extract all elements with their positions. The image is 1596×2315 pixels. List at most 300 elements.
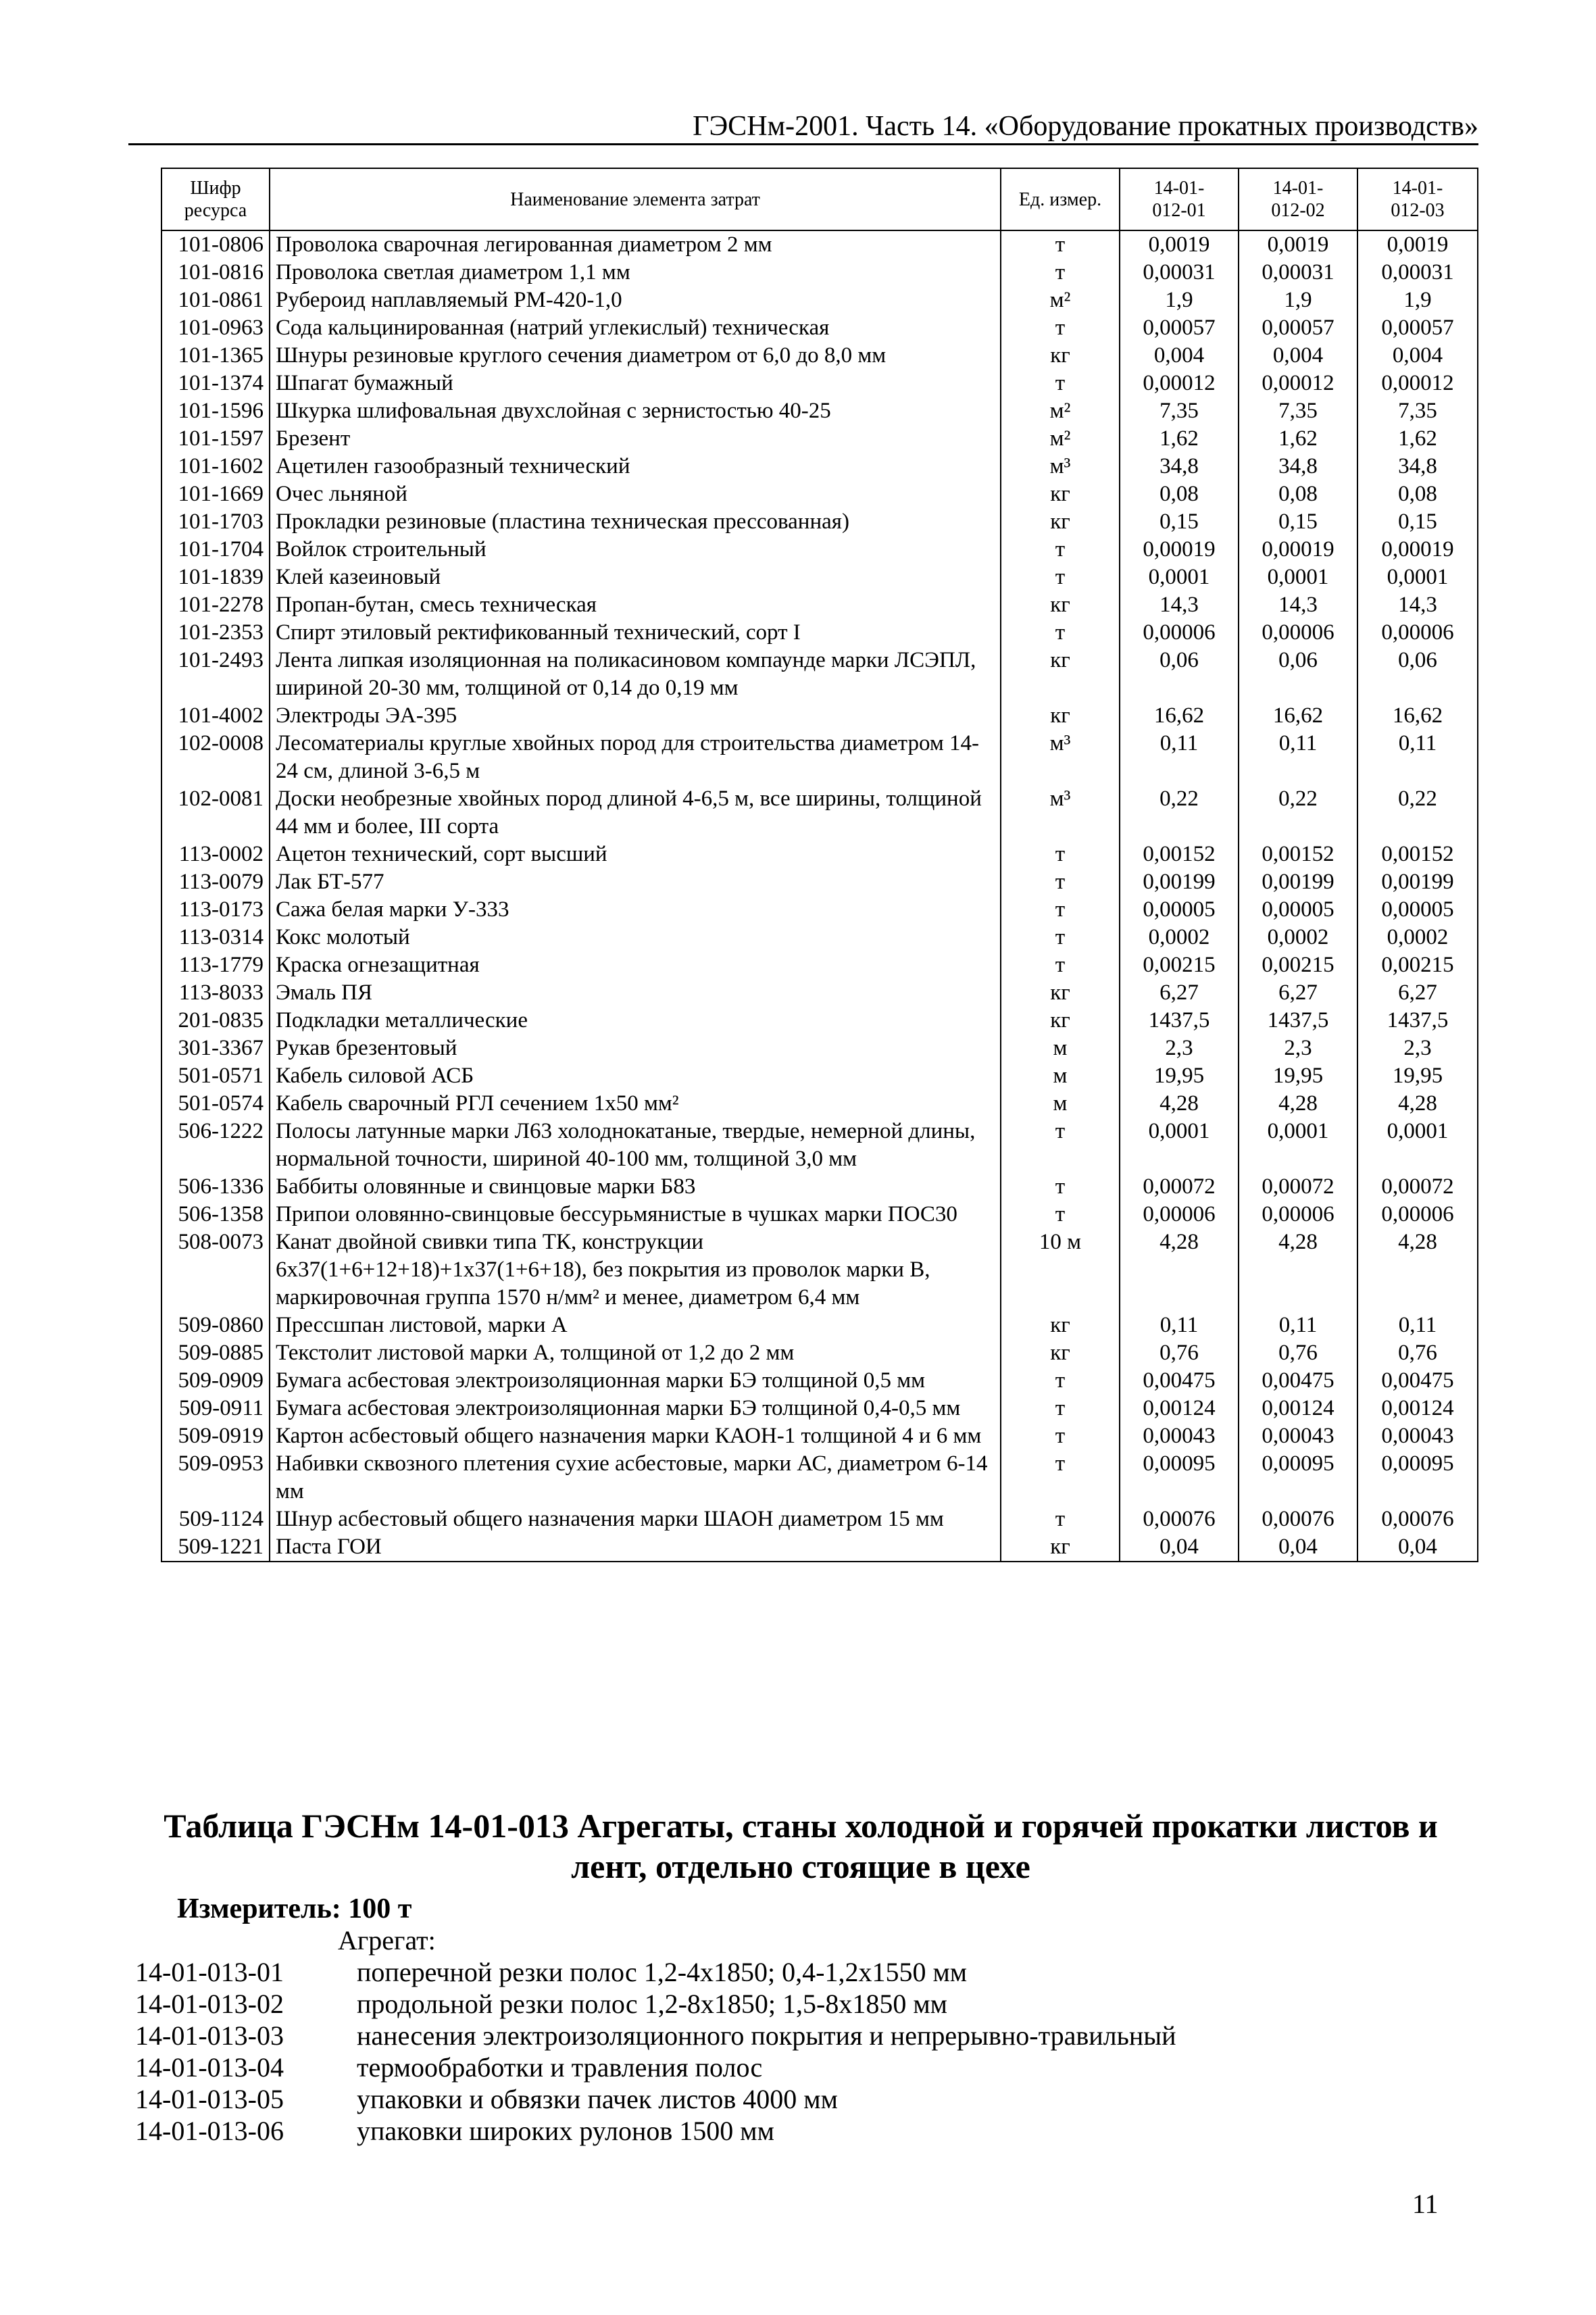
row-unit: кг — [1001, 1533, 1120, 1562]
item-code: 14-01-013-03 — [135, 2020, 284, 2051]
row-code: 102-0081 — [161, 785, 270, 841]
row-value-2: 0,0001 — [1239, 1118, 1357, 1173]
table-row — [161, 647, 1478, 702]
aggregate-label: Агрегат: — [338, 1925, 436, 1956]
row-value-1: 0,00124 — [1120, 1395, 1239, 1422]
row-unit: кг — [1001, 591, 1120, 619]
row-value-3: 7,35 — [1357, 397, 1478, 425]
row-value-2: 0,04 — [1239, 1533, 1357, 1562]
row-value-1: 0,00031 — [1120, 259, 1239, 287]
row-code: 508-0073 — [161, 1228, 270, 1312]
page-header: ГЭСНм-2001. Часть 14. «Оборудование прокатных производств» — [693, 111, 1478, 142]
row-code: 506-1222 — [161, 1118, 270, 1173]
row-unit: т — [1001, 259, 1120, 287]
item-description: продольной резки полос 1,2-8х1850; 1,5-8х1850 мм — [357, 1989, 947, 2019]
row-code: 509-1221 — [161, 1533, 270, 1562]
row-unit: т — [1001, 1173, 1120, 1201]
row-value-2: 0,0002 — [1239, 924, 1357, 951]
table-row — [161, 1173, 1478, 1201]
row-code: 509-1124 — [161, 1505, 270, 1533]
row-value-3: 0,00012 — [1357, 370, 1478, 397]
list-item — [135, 1988, 1419, 2020]
table-row — [161, 1395, 1478, 1422]
row-code: 113-1779 — [161, 951, 270, 979]
row-code: 101-0806 — [161, 230, 270, 259]
row-value-2: 0,00043 — [1239, 1422, 1357, 1450]
row-unit: т — [1001, 1367, 1120, 1395]
row-value-1: 0,00012 — [1120, 370, 1239, 397]
row-unit: т — [1001, 536, 1120, 564]
item-description: упаковки широких рулонов 1500 мм — [357, 2116, 774, 2146]
table-row — [161, 480, 1478, 508]
row-name: Ацетон технический, сорт высший — [270, 841, 1001, 868]
row-name: Рубероид наплавляемый РМ-420-1,0 — [270, 287, 1001, 314]
row-value-2: 0,00012 — [1239, 370, 1357, 397]
row-value-2: 0,00031 — [1239, 259, 1357, 287]
row-name: Шнуры резиновые круглого сечения диаметром от 6,0 до 8,0 мм — [270, 342, 1001, 370]
row-name: Очес льняной — [270, 480, 1001, 508]
row-value-1: 0,004 — [1120, 342, 1239, 370]
row-value-2: 0,00072 — [1239, 1173, 1357, 1201]
row-name: Кабель силовой АСБ — [270, 1062, 1001, 1090]
row-name: Шнур асбестовый общего назначения марки ШАОН диаметром 15 мм — [270, 1505, 1001, 1533]
row-unit: м² — [1001, 425, 1120, 453]
row-value-2: 0,11 — [1239, 1312, 1357, 1339]
row-value-1: 0,06 — [1120, 647, 1239, 702]
table-row — [161, 1007, 1478, 1035]
row-name: Бумага асбестовая электроизоляционная марки БЭ толщиной 0,5 мм — [270, 1367, 1001, 1395]
row-value-1: 0,00199 — [1120, 868, 1239, 896]
row-name: Набивки сквозного плетения сухие асбестовые, марки АС, диаметром 6-14 мм — [270, 1450, 1001, 1505]
row-code: 113-0173 — [161, 896, 270, 924]
table-row — [161, 730, 1478, 785]
row-value-2: 0,00057 — [1239, 314, 1357, 342]
row-value-1: 0,00057 — [1120, 314, 1239, 342]
row-name: Прокладки резиновые (пластина техническая прессованная) — [270, 508, 1001, 536]
item-description: нанесения электроизоляционного покрытия и непрерывно-травильный — [357, 2020, 1176, 2051]
row-value-1: 0,76 — [1120, 1339, 1239, 1367]
item-code: 14-01-013-02 — [135, 1989, 284, 2019]
row-name: Подкладки металлические — [270, 1007, 1001, 1035]
row-unit: м³ — [1001, 730, 1120, 785]
row-name: Прессшпан листовой, марки А — [270, 1312, 1001, 1339]
measure-label: Измеритель: 100 т — [177, 1893, 412, 1924]
row-value-3: 0,0001 — [1357, 1118, 1478, 1173]
row-name: Лак БТ-577 — [270, 868, 1001, 896]
row-value-3: 0,00475 — [1357, 1367, 1478, 1395]
codes-list — [135, 1956, 1419, 2147]
row-value-1: 0,04 — [1120, 1533, 1239, 1562]
header-name: Наименование элемента затрат — [270, 168, 1001, 230]
row-unit: т — [1001, 1118, 1120, 1173]
table-row — [161, 1533, 1478, 1562]
row-value-2: 2,3 — [1239, 1035, 1357, 1062]
row-name: Бумага асбестовая электроизоляционная марки БЭ толщиной 0,4-0,5 мм — [270, 1395, 1001, 1422]
row-unit: м³ — [1001, 785, 1120, 841]
table-body — [161, 230, 1478, 1562]
row-value-2: 0,00006 — [1239, 619, 1357, 647]
table-row — [161, 896, 1478, 924]
row-unit: кг — [1001, 647, 1120, 702]
header-col2: 14-01- 012-02 — [1239, 168, 1357, 230]
item-description: поперечной резки полос 1,2-4х1850; 0,4-1,2х1550 мм — [357, 1957, 968, 1987]
row-value-1: 6,27 — [1120, 979, 1239, 1007]
section-title-line2: лент, отдельно стоящие в цехе — [571, 1847, 1030, 1885]
row-name: Лесоматериалы круглые хвойных пород для строительства диаметром 14-24 см, длиной 3-6,5 м — [270, 730, 1001, 785]
row-code: 509-0911 — [161, 1395, 270, 1422]
row-name: Войлок строительный — [270, 536, 1001, 564]
row-value-1: 0,00019 — [1120, 536, 1239, 564]
table-row — [161, 370, 1478, 397]
item-description: упаковки и обвязки пачек листов 4000 мм — [357, 2084, 838, 2114]
table-row — [161, 1118, 1478, 1173]
row-value-1: 0,00095 — [1120, 1450, 1239, 1505]
row-unit: м³ — [1001, 453, 1120, 480]
row-value-1: 0,00006 — [1120, 1201, 1239, 1228]
row-value-3: 0,004 — [1357, 342, 1478, 370]
row-code: 101-1374 — [161, 370, 270, 397]
row-value-3: 1,9 — [1357, 287, 1478, 314]
table-row — [161, 951, 1478, 979]
row-unit: м² — [1001, 287, 1120, 314]
header-col3: 14-01- 012-03 — [1357, 168, 1478, 230]
row-code: 101-2278 — [161, 591, 270, 619]
row-code: 506-1336 — [161, 1173, 270, 1201]
row-value-3: 0,00006 — [1357, 619, 1478, 647]
table-header-row — [161, 168, 1478, 230]
row-value-2: 16,62 — [1239, 702, 1357, 730]
list-item — [135, 2083, 1419, 2115]
table-row — [161, 342, 1478, 370]
row-value-2: 0,00475 — [1239, 1367, 1357, 1395]
row-code: 102-0008 — [161, 730, 270, 785]
item-code: 14-01-013-05 — [135, 2084, 284, 2114]
row-value-2: 14,3 — [1239, 591, 1357, 619]
row-name: Краска огнезащитная — [270, 951, 1001, 979]
row-value-1: 0,00043 — [1120, 1422, 1239, 1450]
table-row — [161, 397, 1478, 425]
list-item — [135, 2051, 1419, 2083]
table-row — [161, 841, 1478, 868]
row-name: Припои оловянно-свинцовые бессурьмянистые в чушках марки ПОС30 — [270, 1201, 1001, 1228]
row-value-2: 7,35 — [1239, 397, 1357, 425]
row-unit: кг — [1001, 508, 1120, 536]
row-value-2: 0,11 — [1239, 730, 1357, 785]
row-value-3: 0,00072 — [1357, 1173, 1478, 1201]
row-name: Спирт этиловый ректификованный технический, сорт I — [270, 619, 1001, 647]
row-value-3: 0,22 — [1357, 785, 1478, 841]
row-value-2: 1,9 — [1239, 287, 1357, 314]
row-value-3: 0,08 — [1357, 480, 1478, 508]
row-unit: м — [1001, 1090, 1120, 1118]
row-value-3: 0,06 — [1357, 647, 1478, 702]
list-item — [135, 2115, 1419, 2147]
row-value-3: 0,00043 — [1357, 1422, 1478, 1450]
row-value-2: 0,00215 — [1239, 951, 1357, 979]
row-value-2: 0,00076 — [1239, 1505, 1357, 1533]
row-value-1: 0,00005 — [1120, 896, 1239, 924]
row-value-2: 4,28 — [1239, 1090, 1357, 1118]
row-unit: кг — [1001, 342, 1120, 370]
row-name: Баббиты оловянные и свинцовые марки Б83 — [270, 1173, 1001, 1201]
row-value-2: 19,95 — [1239, 1062, 1357, 1090]
row-value-3: 16,62 — [1357, 702, 1478, 730]
row-value-2: 4,28 — [1239, 1228, 1357, 1312]
header-rule — [128, 143, 1478, 145]
row-value-2: 6,27 — [1239, 979, 1357, 1007]
row-value-2: 0,00019 — [1239, 536, 1357, 564]
row-unit: т — [1001, 1450, 1120, 1505]
table-row — [161, 425, 1478, 453]
row-value-1: 7,35 — [1120, 397, 1239, 425]
row-value-2: 1437,5 — [1239, 1007, 1357, 1035]
section-title-line1: Таблица ГЭСНм 14-01-013 Агрегаты, станы холодной и горячей прокатки листов и — [164, 1807, 1438, 1845]
row-value-3: 0,00199 — [1357, 868, 1478, 896]
row-value-3: 4,28 — [1357, 1090, 1478, 1118]
table-row — [161, 868, 1478, 896]
row-code: 509-0953 — [161, 1450, 270, 1505]
row-value-3: 0,00124 — [1357, 1395, 1478, 1422]
row-value-2: 0,004 — [1239, 342, 1357, 370]
table-row — [161, 1228, 1478, 1312]
header-col1: 14-01- 012-01 — [1120, 168, 1239, 230]
item-description: термообработки и травления полос — [357, 2052, 763, 2083]
row-code: 509-0860 — [161, 1312, 270, 1339]
row-value-3: 0,0019 — [1357, 230, 1478, 259]
row-code: 201-0835 — [161, 1007, 270, 1035]
row-unit: кг — [1001, 979, 1120, 1007]
row-code: 101-1839 — [161, 564, 270, 591]
row-value-3: 0,0002 — [1357, 924, 1478, 951]
row-value-1: 0,22 — [1120, 785, 1239, 841]
resources-table — [161, 168, 1478, 1562]
row-value-1: 0,00215 — [1120, 951, 1239, 979]
row-code: 509-0885 — [161, 1339, 270, 1367]
table-row — [161, 508, 1478, 536]
row-code: 506-1358 — [161, 1201, 270, 1228]
table-row — [161, 453, 1478, 480]
row-value-1: 4,28 — [1120, 1090, 1239, 1118]
row-value-2: 0,0001 — [1239, 564, 1357, 591]
row-value-1: 19,95 — [1120, 1062, 1239, 1090]
row-name: Ацетилен газообразный технический — [270, 453, 1001, 480]
row-code: 101-0861 — [161, 287, 270, 314]
row-value-3: 0,00019 — [1357, 536, 1478, 564]
table-row — [161, 1035, 1478, 1062]
row-value-2: 0,15 — [1239, 508, 1357, 536]
row-value-3: 6,27 — [1357, 979, 1478, 1007]
row-value-2: 0,08 — [1239, 480, 1357, 508]
table-row — [161, 924, 1478, 951]
section-title — [101, 1806, 1500, 1887]
row-unit: м — [1001, 1062, 1120, 1090]
row-value-2: 0,00095 — [1239, 1450, 1357, 1505]
row-code: 101-4002 — [161, 702, 270, 730]
row-unit: т — [1001, 1422, 1120, 1450]
table-row — [161, 591, 1478, 619]
row-code: 113-0002 — [161, 841, 270, 868]
row-code: 113-0314 — [161, 924, 270, 951]
header-code: Шифр ресурса — [161, 168, 270, 230]
row-name: Текстолит листовой марки А, толщиной от 1,2 до 2 мм — [270, 1339, 1001, 1367]
row-unit: т — [1001, 1395, 1120, 1422]
table-row — [161, 1312, 1478, 1339]
item-code: 14-01-013-01 — [135, 1957, 284, 1987]
table-row — [161, 1062, 1478, 1090]
row-value-1: 1437,5 — [1120, 1007, 1239, 1035]
row-code: 113-0079 — [161, 868, 270, 896]
row-name: Лента липкая изоляционная на поликасиновом компаунде марки ЛСЭПЛ, шириной 20-30 мм, толщиной от 0,14 до 0,19 мм — [270, 647, 1001, 702]
row-name: Шкурка шлифовальная двухслойная с зернистостью 40-25 — [270, 397, 1001, 425]
row-value-3: 0,04 — [1357, 1533, 1478, 1562]
row-value-2: 0,00124 — [1239, 1395, 1357, 1422]
row-unit: т — [1001, 951, 1120, 979]
table-row — [161, 287, 1478, 314]
row-unit: т — [1001, 564, 1120, 591]
row-value-1: 16,62 — [1120, 702, 1239, 730]
row-name: Проволока сварочная легированная диаметром 2 мм — [270, 230, 1001, 259]
row-value-1: 0,0001 — [1120, 1118, 1239, 1173]
row-name: Картон асбестовый общего назначения марки КАОН-1 толщиной 4 и 6 мм — [270, 1422, 1001, 1450]
row-code: 101-1597 — [161, 425, 270, 453]
row-value-2: 0,00199 — [1239, 868, 1357, 896]
row-name: Доски необрезные хвойных пород длиной 4-6,5 м, все ширины, толщиной 44 мм и более, III сорта — [270, 785, 1001, 841]
row-value-1: 0,0002 — [1120, 924, 1239, 951]
row-name: Эмаль ПЯ — [270, 979, 1001, 1007]
row-value-3: 14,3 — [1357, 591, 1478, 619]
row-value-1: 0,08 — [1120, 480, 1239, 508]
row-unit: т — [1001, 868, 1120, 896]
row-value-3: 34,8 — [1357, 453, 1478, 480]
table-row — [161, 564, 1478, 591]
row-code: 101-0816 — [161, 259, 270, 287]
table-row — [161, 536, 1478, 564]
table-row — [161, 1367, 1478, 1395]
table-row — [161, 785, 1478, 841]
row-value-2: 0,00152 — [1239, 841, 1357, 868]
row-value-2: 0,06 — [1239, 647, 1357, 702]
row-value-3: 0,76 — [1357, 1339, 1478, 1367]
row-unit: кг — [1001, 480, 1120, 508]
row-unit: кг — [1001, 1339, 1120, 1367]
item-code: 14-01-013-04 — [135, 2052, 284, 2083]
row-unit: кг — [1001, 1312, 1120, 1339]
row-value-3: 0,11 — [1357, 1312, 1478, 1339]
row-name: Клей казеиновый — [270, 564, 1001, 591]
row-value-3: 1,62 — [1357, 425, 1478, 453]
row-value-1: 0,0001 — [1120, 564, 1239, 591]
row-code: 101-1602 — [161, 453, 270, 480]
row-value-1: 0,00475 — [1120, 1367, 1239, 1395]
row-value-1: 0,0019 — [1120, 230, 1239, 259]
table-row — [161, 1339, 1478, 1367]
row-unit: кг — [1001, 1007, 1120, 1035]
row-value-3: 0,00031 — [1357, 259, 1478, 287]
row-unit: кг — [1001, 702, 1120, 730]
row-name: Полосы латунные марки Л63 холоднокатаные, твердые, немерной длины, нормальной точности, шириной 40-100 мм, толщиной 3,0 мм — [270, 1118, 1001, 1173]
row-code: 101-2493 — [161, 647, 270, 702]
row-code: 101-1669 — [161, 480, 270, 508]
list-item — [135, 2020, 1419, 2051]
row-value-1: 0,00072 — [1120, 1173, 1239, 1201]
row-value-3: 0,11 — [1357, 730, 1478, 785]
row-value-3: 0,00152 — [1357, 841, 1478, 868]
table-row — [161, 702, 1478, 730]
table-row — [161, 1422, 1478, 1450]
row-code: 101-1365 — [161, 342, 270, 370]
row-code: 501-0571 — [161, 1062, 270, 1090]
row-value-2: 1,62 — [1239, 425, 1357, 453]
row-code: 509-0909 — [161, 1367, 270, 1395]
row-name: Канат двойной свивки типа ТК, конструкции 6х37(1+6+12+18)+1х37(1+6+18), без покрытия из проволок марки В, маркировочная группа 1570 н/мм² и менее, диаметром 6,4 мм — [270, 1228, 1001, 1312]
row-name: Шпагат бумажный — [270, 370, 1001, 397]
row-value-3: 2,3 — [1357, 1035, 1478, 1062]
row-value-2: 0,00005 — [1239, 896, 1357, 924]
row-name: Рукав брезентовый — [270, 1035, 1001, 1062]
row-value-2: 0,0019 — [1239, 230, 1357, 259]
row-value-1: 0,15 — [1120, 508, 1239, 536]
row-unit: т — [1001, 619, 1120, 647]
row-value-1: 0,11 — [1120, 730, 1239, 785]
row-value-1: 4,28 — [1120, 1228, 1239, 1312]
row-code: 501-0574 — [161, 1090, 270, 1118]
row-unit: м² — [1001, 397, 1120, 425]
row-code: 101-2353 — [161, 619, 270, 647]
row-unit: т — [1001, 1505, 1120, 1533]
row-value-1: 14,3 — [1120, 591, 1239, 619]
row-value-3: 0,00095 — [1357, 1450, 1478, 1505]
row-value-3: 0,0001 — [1357, 564, 1478, 591]
header-unit: Ед. измер. — [1001, 168, 1120, 230]
row-unit: м — [1001, 1035, 1120, 1062]
row-name: Сода кальцинированная (натрий углекислый) техническая — [270, 314, 1001, 342]
page-number: 11 — [1412, 2189, 1439, 2219]
item-code: 14-01-013-06 — [135, 2116, 284, 2146]
row-code: 101-1703 — [161, 508, 270, 536]
table-row — [161, 619, 1478, 647]
row-value-2: 34,8 — [1239, 453, 1357, 480]
row-value-2: 0,00006 — [1239, 1201, 1357, 1228]
row-value-1: 0,00076 — [1120, 1505, 1239, 1533]
row-name: Кокс молотый — [270, 924, 1001, 951]
row-value-3: 0,00076 — [1357, 1505, 1478, 1533]
table-row — [161, 230, 1478, 259]
row-unit: т — [1001, 924, 1120, 951]
row-value-1: 2,3 — [1120, 1035, 1239, 1062]
row-name: Сажа белая марки У-333 — [270, 896, 1001, 924]
row-value-3: 1437,5 — [1357, 1007, 1478, 1035]
table-row — [161, 1505, 1478, 1533]
row-name: Брезент — [270, 425, 1001, 453]
row-value-1: 1,9 — [1120, 287, 1239, 314]
row-value-3: 4,28 — [1357, 1228, 1478, 1312]
row-value-3: 0,00006 — [1357, 1201, 1478, 1228]
row-name: Проволока светлая диаметром 1,1 мм — [270, 259, 1001, 287]
row-value-2: 0,22 — [1239, 785, 1357, 841]
row-name: Пропан-бутан, смесь техническая — [270, 591, 1001, 619]
row-unit: т — [1001, 1201, 1120, 1228]
table-row — [161, 259, 1478, 287]
row-name: Кабель сварочный РГЛ сечением 1х50 мм² — [270, 1090, 1001, 1118]
list-item — [135, 1956, 1419, 1988]
row-code: 509-0919 — [161, 1422, 270, 1450]
row-name: Паста ГОИ — [270, 1533, 1001, 1562]
row-value-3: 0,00005 — [1357, 896, 1478, 924]
row-code: 101-0963 — [161, 314, 270, 342]
row-value-1: 1,62 — [1120, 425, 1239, 453]
row-unit: т — [1001, 841, 1120, 868]
table-row — [161, 314, 1478, 342]
